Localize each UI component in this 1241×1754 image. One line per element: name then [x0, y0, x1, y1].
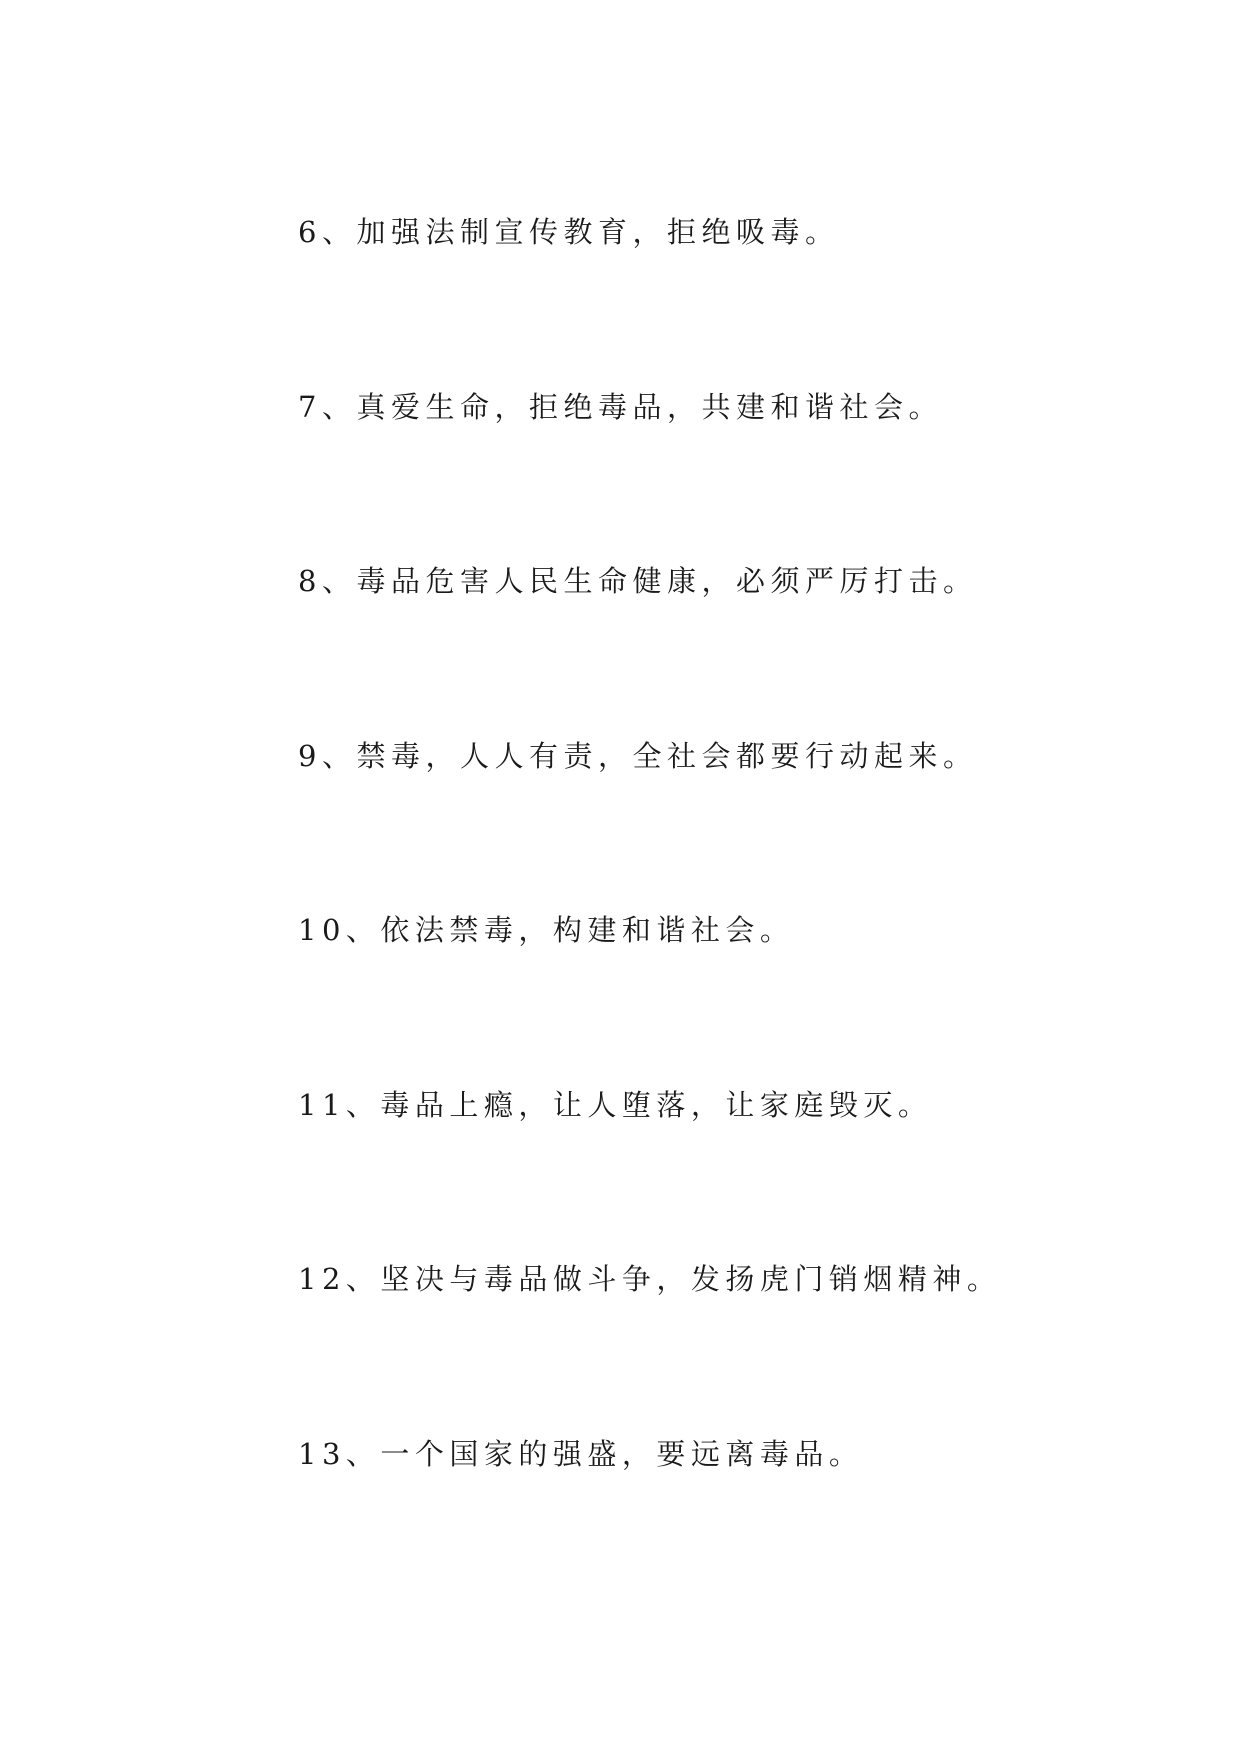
list-item: 8、毒品危害人民生命健康，必须严厉打击。 — [298, 564, 978, 598]
list-item: 11、毒品上瘾，让人堕落，让家庭毁灭。 — [298, 1087, 933, 1122]
list-item: 12、坚决与毒品做斗争，发扬虎门销烟精神。 — [298, 1262, 1002, 1296]
list-item: 6、加强法制宣传教育，拒绝吸毒。 — [298, 215, 840, 249]
list-item: 9、禁毒，人人有责，全社会都要行动起来。 — [298, 738, 978, 773]
list-item: 13、一个国家的强盛，要远离毒品。 — [298, 1436, 864, 1471]
slogan-list — [298, 215, 1002, 1614]
list-item: 7、真爱生命，拒绝毒品，共建和谐社会。 — [298, 389, 943, 424]
list-item: 10、依法禁毒，构建和谐社会。 — [298, 913, 795, 947]
